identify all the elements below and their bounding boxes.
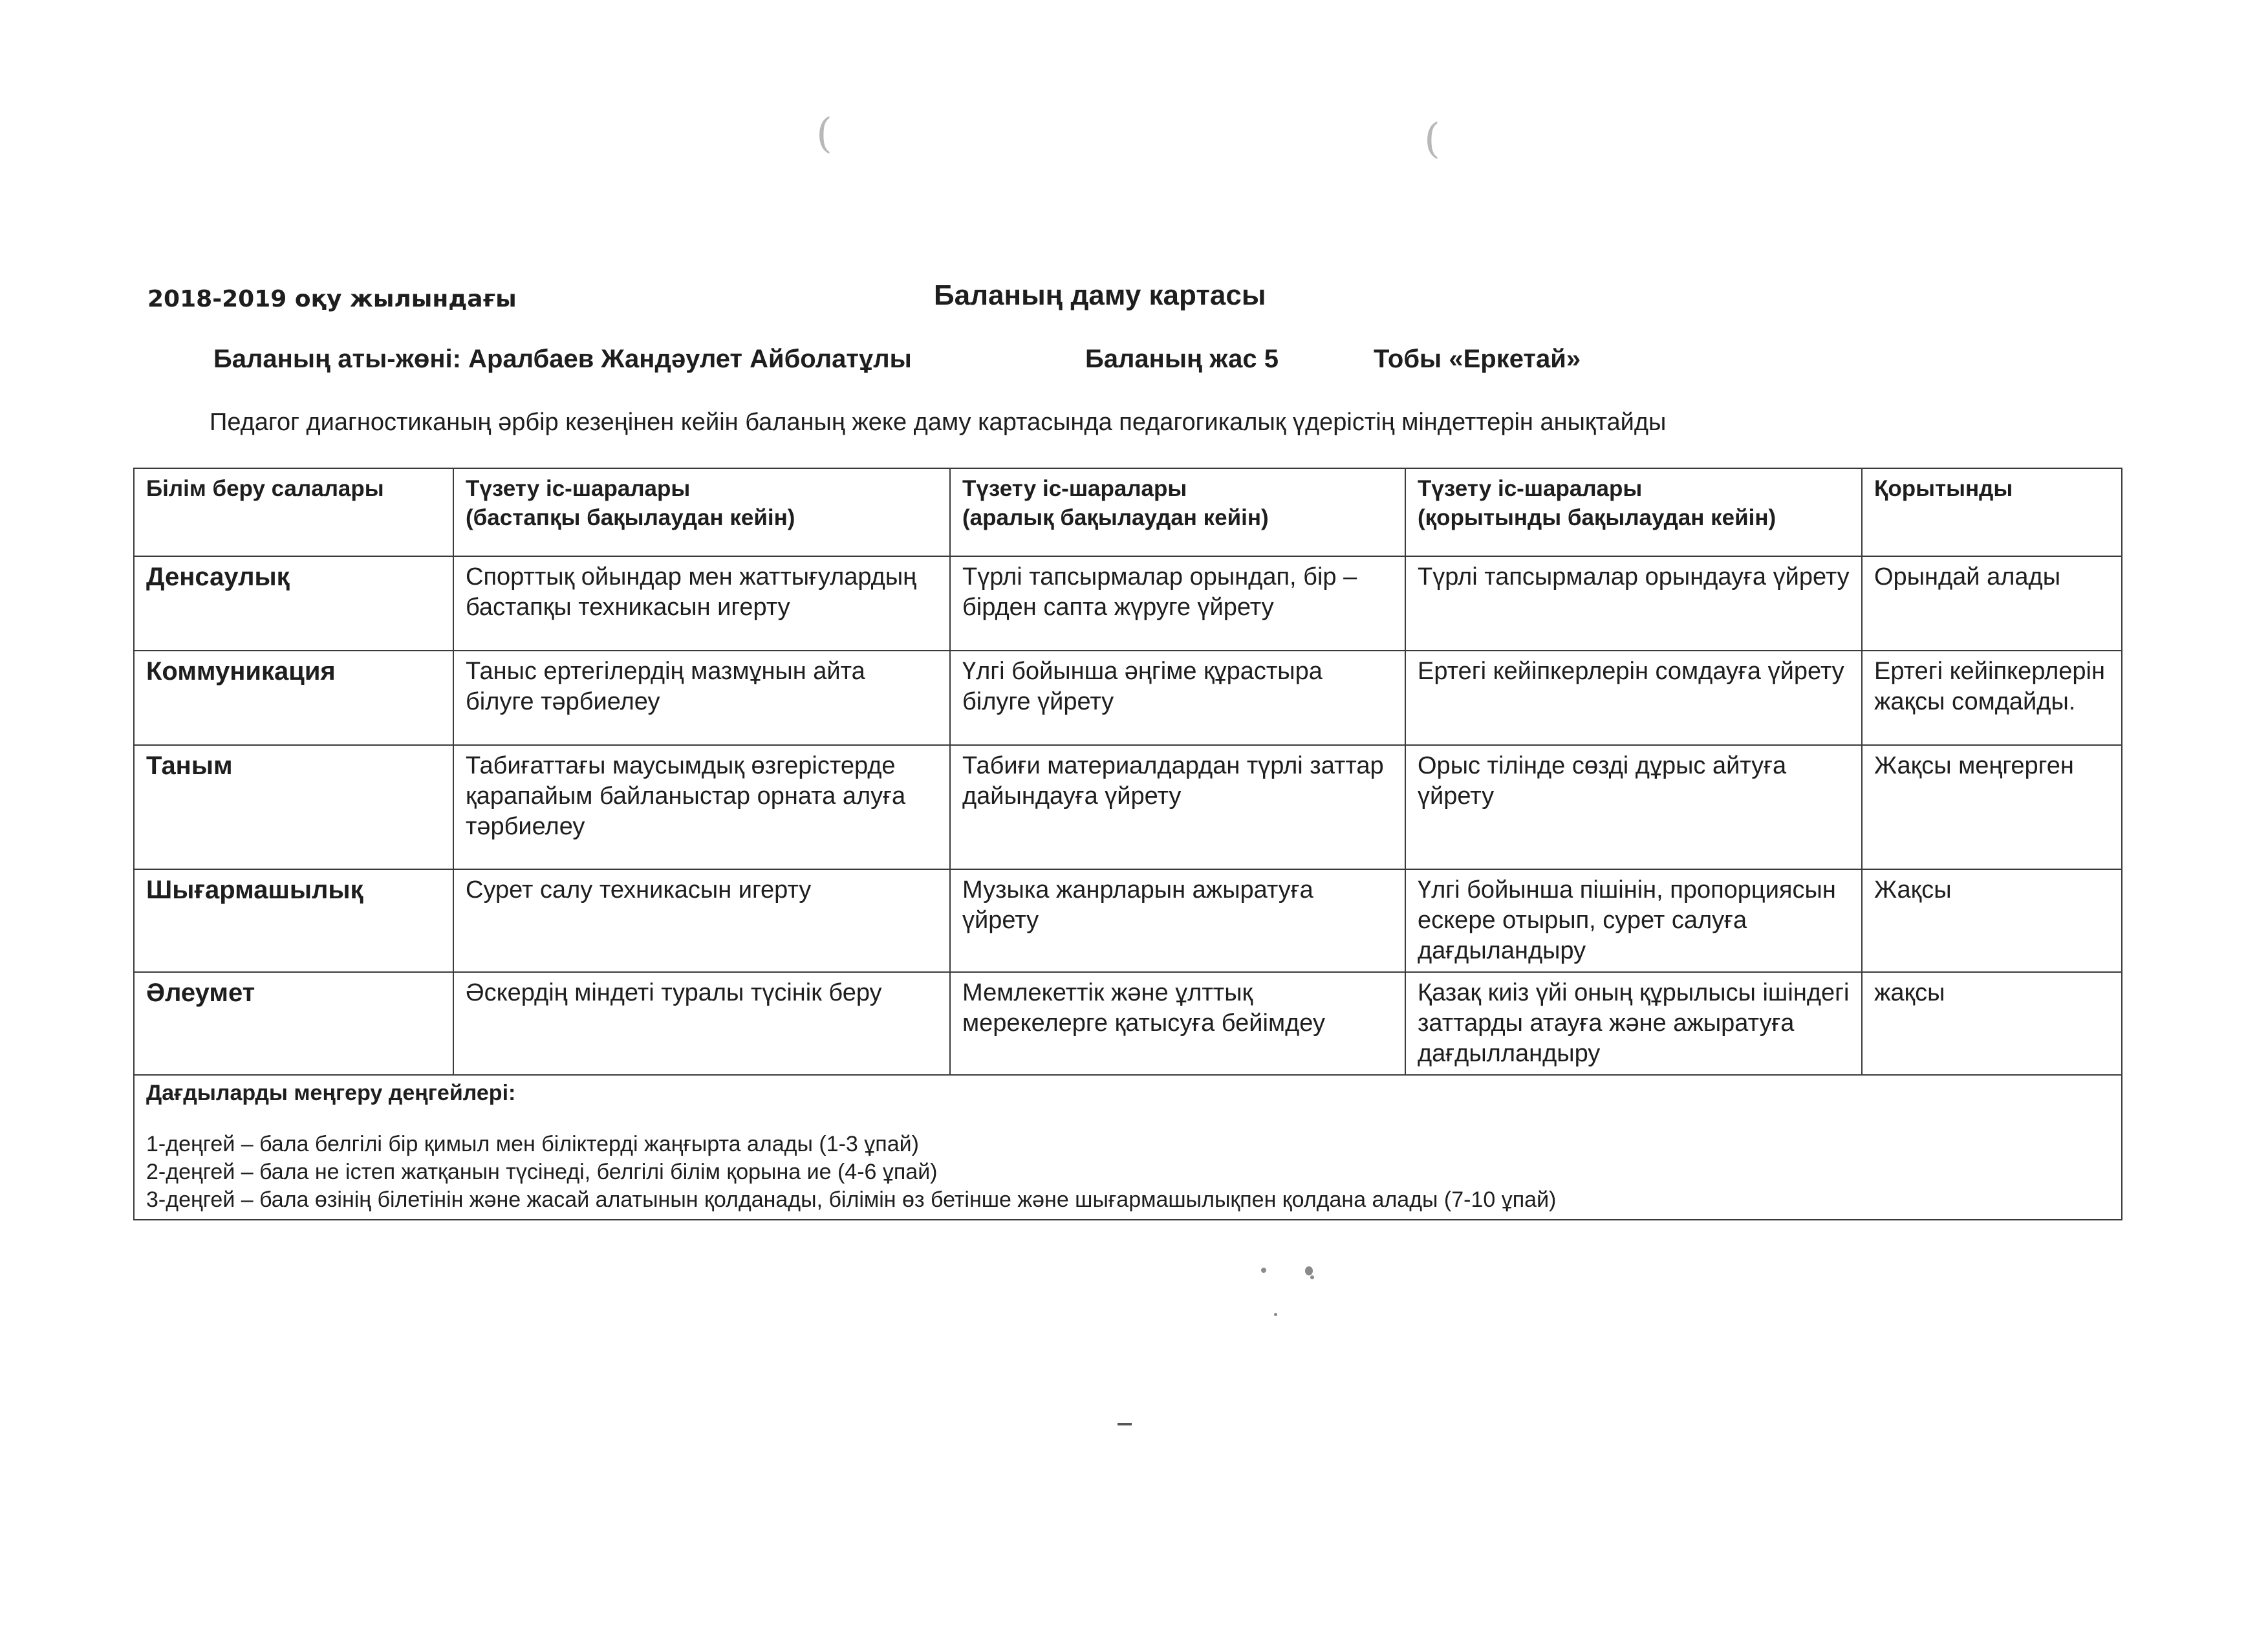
- column-header-line: Қорытынды: [1874, 476, 2013, 501]
- scan-mark-right: (: [1424, 115, 1440, 163]
- final-cell: Орыс тілінде сөзді дұрыс айтуға үйрету: [1405, 745, 1862, 869]
- scan-speck: [1310, 1275, 1314, 1279]
- document-title: Баланың даму картасы: [934, 279, 1266, 311]
- table-row: [134, 869, 2122, 972]
- column-header-subline: (аралық бақылаудан кейін): [962, 505, 1269, 530]
- result-cell: жақсы: [1862, 972, 2122, 1075]
- table-row: [134, 556, 2122, 651]
- level-item: 1-деңгей – бала белгілі бір қимыл мен біліктерді жаңғырта алады (1-3 ұпай): [146, 1132, 919, 1156]
- result-cell: Ертегі кейіпкерлерін жақсы сомдайды.: [1862, 651, 2122, 745]
- result-cell: Орындай алады: [1862, 556, 2122, 651]
- initial-cell: Сурет салу техникасын игерту: [453, 869, 950, 972]
- column-header: [134, 468, 453, 556]
- column-header-subline: (қорытынды бақылаудан кейін): [1418, 505, 1777, 530]
- table-row: [134, 651, 2122, 745]
- area-cell: Әлеумет: [134, 972, 453, 1075]
- midterm-cell: Музыка жанрларын ажыратуға үйрету: [950, 869, 1405, 972]
- final-cell: Үлгі бойынша пішінін, пропорциясын ескере отырып, сурет салуға дағдыландыру: [1405, 869, 1862, 972]
- scan-speck: [1305, 1266, 1313, 1275]
- column-header-line: Түзету іс-шаралары: [962, 476, 1187, 501]
- column-header-line: Түзету іс-шаралары: [1418, 476, 1643, 501]
- child-age: Баланың жас 5: [1085, 345, 1279, 373]
- table-header-row: [134, 468, 2122, 556]
- academic-year: 2018-2019 оқу жылындағы: [147, 286, 517, 312]
- midterm-cell: Табиғи материалдардан түрлі заттар дайындауға үйрету: [950, 745, 1405, 869]
- child-name: Баланың аты-жөні: Аралбаев Жандәулет Айболатұлы: [213, 345, 912, 373]
- midterm-cell: Түрлі тапсырмалар орындап, бір – бірден сапта жүруге үйрету: [950, 556, 1405, 651]
- initial-cell: Таныс ертегілердің мазмұнын айта білуге тәрбиелеу: [453, 651, 950, 745]
- column-header-line: Түзету іс-шаралары: [466, 476, 691, 501]
- development-card-table: [133, 468, 2122, 1220]
- final-cell: Түрлі тапсырмалар орындауға үйрету: [1405, 556, 1862, 651]
- result-cell: Жақсы: [1862, 869, 2122, 972]
- level-item: 2-деңгей – бала не істеп жатқанын түсінеді, белгілі білім қорына ие (4-6 ұпай): [146, 1160, 938, 1184]
- midterm-cell: Мемлекеттік және ұлттық мерекелерге қатысуға бейімдеу: [950, 972, 1405, 1075]
- column-header: [453, 468, 950, 556]
- column-header: [1862, 468, 2122, 556]
- scan-speck: [1261, 1268, 1266, 1273]
- levels-cell: [134, 1075, 2122, 1220]
- levels-title: Дағдыларды меңгеру деңгейлері:: [146, 1081, 516, 1105]
- initial-cell: Әскердің міндеті туралы түсінік беру: [453, 972, 950, 1075]
- scan-speck: [1274, 1313, 1277, 1316]
- result-cell: Жақсы меңгерген: [1862, 745, 2122, 869]
- area-cell: Таным: [134, 745, 453, 869]
- table-row: [134, 972, 2122, 1075]
- scan-dash: [1118, 1423, 1132, 1425]
- level-item: 3-деңгей – бала өзінің білетінін және жасай алатынын қолданады, білімін өз бетінше және шығармашылықпен қолдана алады (7-10 ұпай): [146, 1187, 1557, 1212]
- column-header: [950, 468, 1405, 556]
- intro-text: Педагог диагностиканың әрбір кезеңінен кейін баланың жеке даму картасында педагогикалық үдерістің міндеттерін анықтайды: [210, 409, 1667, 436]
- column-header: [1405, 468, 1862, 556]
- initial-cell: Табиғаттағы маусымдық өзгерістерде қарапайым байланыстар орната алуға тәрбиелеу: [453, 745, 950, 869]
- column-header-subline: (бастапқы бақылаудан кейін): [466, 505, 795, 530]
- area-cell: Шығармашылық: [134, 869, 453, 972]
- column-header-line: Білім беру салалары: [146, 476, 384, 501]
- table-row: [134, 745, 2122, 869]
- area-cell: Денсаулық: [134, 556, 453, 651]
- final-cell: Ертегі кейіпкерлерін сомдауға үйрету: [1405, 651, 1862, 745]
- area-cell: Коммуникация: [134, 651, 453, 745]
- midterm-cell: Үлгі бойынша әңгіме құрастыра білуге үйрету: [950, 651, 1405, 745]
- levels-row: [134, 1075, 2122, 1220]
- final-cell: Қазақ киіз үйі оның құрылысы ішіндегі заттарды атауға және ажыратуға дағдылландыру: [1405, 972, 1862, 1075]
- child-group: Тобы «Еркетай»: [1374, 345, 1581, 373]
- scan-mark-left: (: [816, 110, 832, 158]
- initial-cell: Спорттық ойындар мен жаттығулардың бастапқы техникасын игерту: [453, 556, 950, 651]
